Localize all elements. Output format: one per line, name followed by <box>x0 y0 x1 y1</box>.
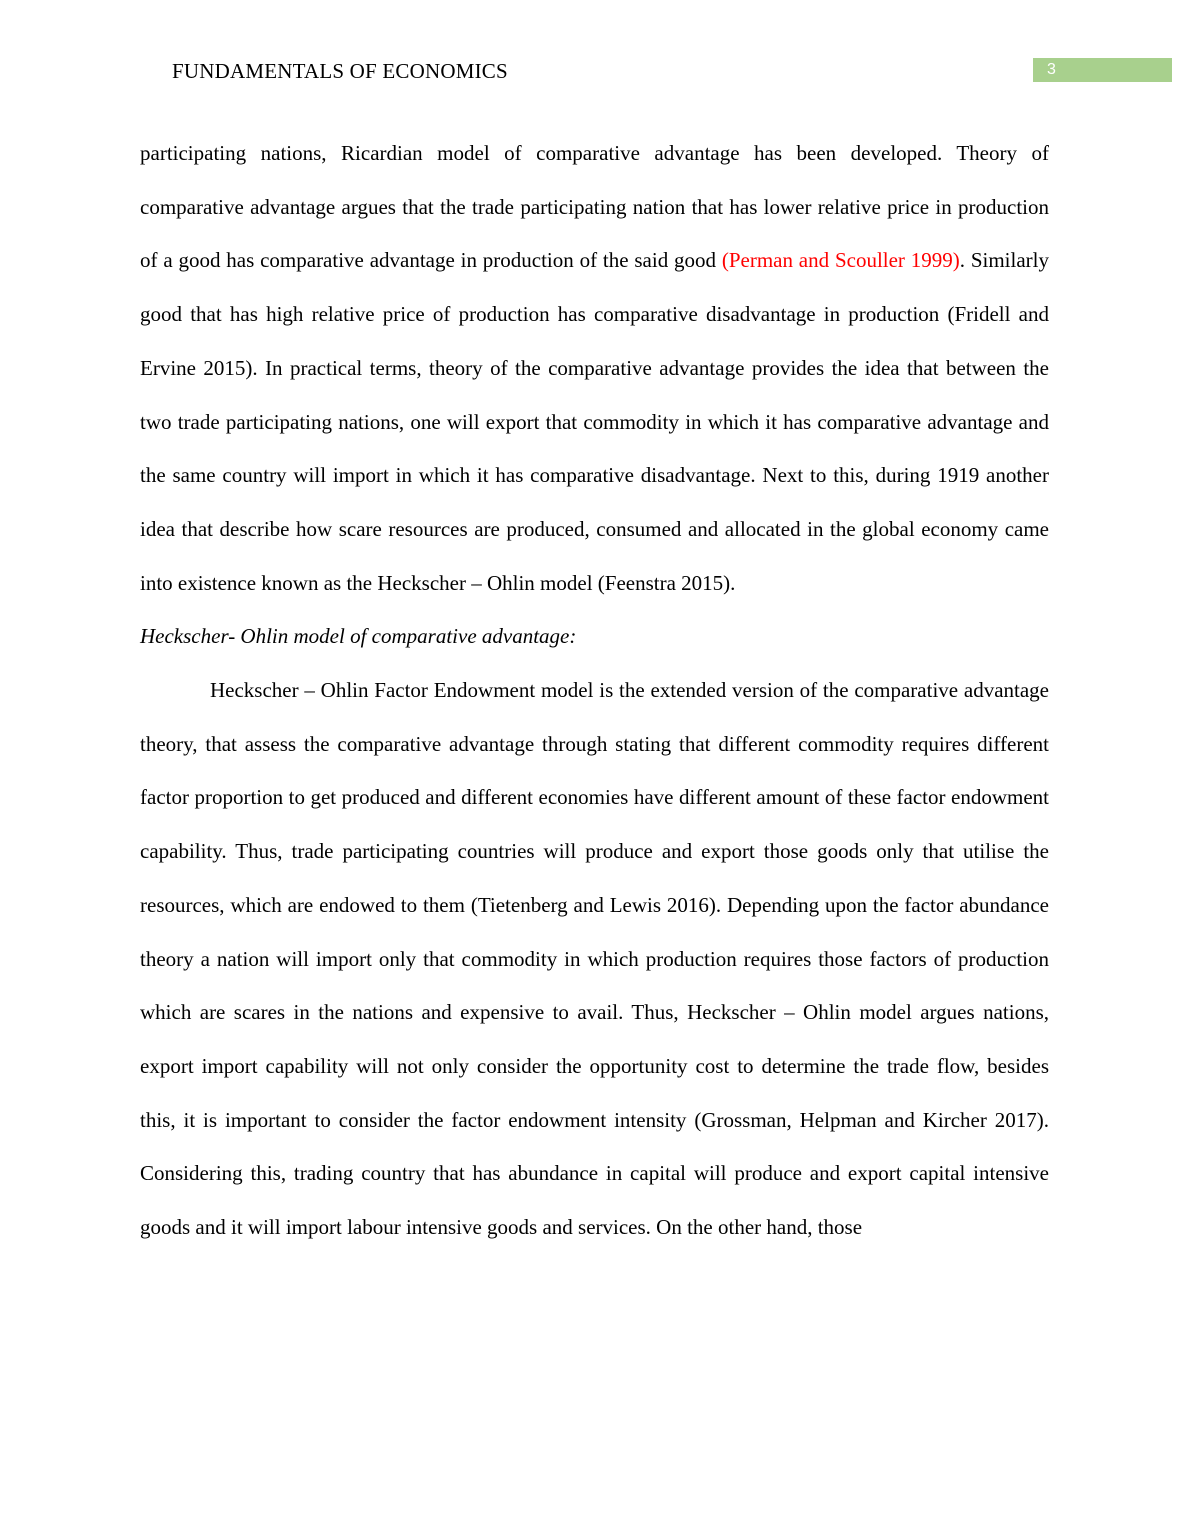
citation-perman-scouller: (Perman and Scouller 1999) <box>721 248 960 273</box>
paragraph-1-text-b: . Similarly good that has high relative price of production has comparative disadvantage in production (Fridell and Ervine 2015). In practical terms, theory of the comparative advantage provides the idea that between the two trade participating nations, one will export that commodity in which it has comparative advantage and the same country will import in which it has comparative disadvantage. Next to this, during 1919 another idea that describe how scare resources are produced, consumed and allocated in the global economy came into existence known as the Heckscher – Ohlin model (Feenstra 2015). <box>140 248 1049 595</box>
page-number-badge <box>1033 58 1172 82</box>
document-body <box>140 127 1049 1255</box>
page-number: 3 <box>1047 61 1056 78</box>
body-paragraph-2: Heckscher – Ohlin Factor Endowment model is the extended version of the comparative advantage theory, that assess the comparative advantage through stating that different commodity requires different factor proportion to get produced and different economies have different amount of these factor endowment capability. Thus, trade participating countries will produce and export those goods only that utilise the resources, which are endowed to them (Tietenberg and Lewis 2016). Depending upon the factor abundance theory a nation will import only that commodity in which production requires those factors of production which are scares in the nations and expensive to avail. Thus, Heckscher – Ohlin model argues nations, export import capability will not only consider the opportunity cost to determine the trade flow, besides this, it is important to consider the factor endowment intensity (Grossman, Helpman and Kircher 2017). Considering this, trading country that has abundance in capital will produce and export capital intensive goods and it will import labour intensive goods and services. On the other hand, those <box>140 678 1049 1240</box>
paragraph-1-text-a: participating nations, Ricardian model of comparative advantage has been developed. Theory of comparative advantage argues that the trade participating nation that has lower relative price in production of a good has comparative advantage in production of the said good <box>140 141 1049 273</box>
section-heading: Heckscher- Ohlin model of comparative advantage: <box>140 624 577 649</box>
running-header-title: FUNDAMENTALS OF ECONOMICS <box>172 59 508 83</box>
body-paragraph-1 <box>140 127 1049 610</box>
